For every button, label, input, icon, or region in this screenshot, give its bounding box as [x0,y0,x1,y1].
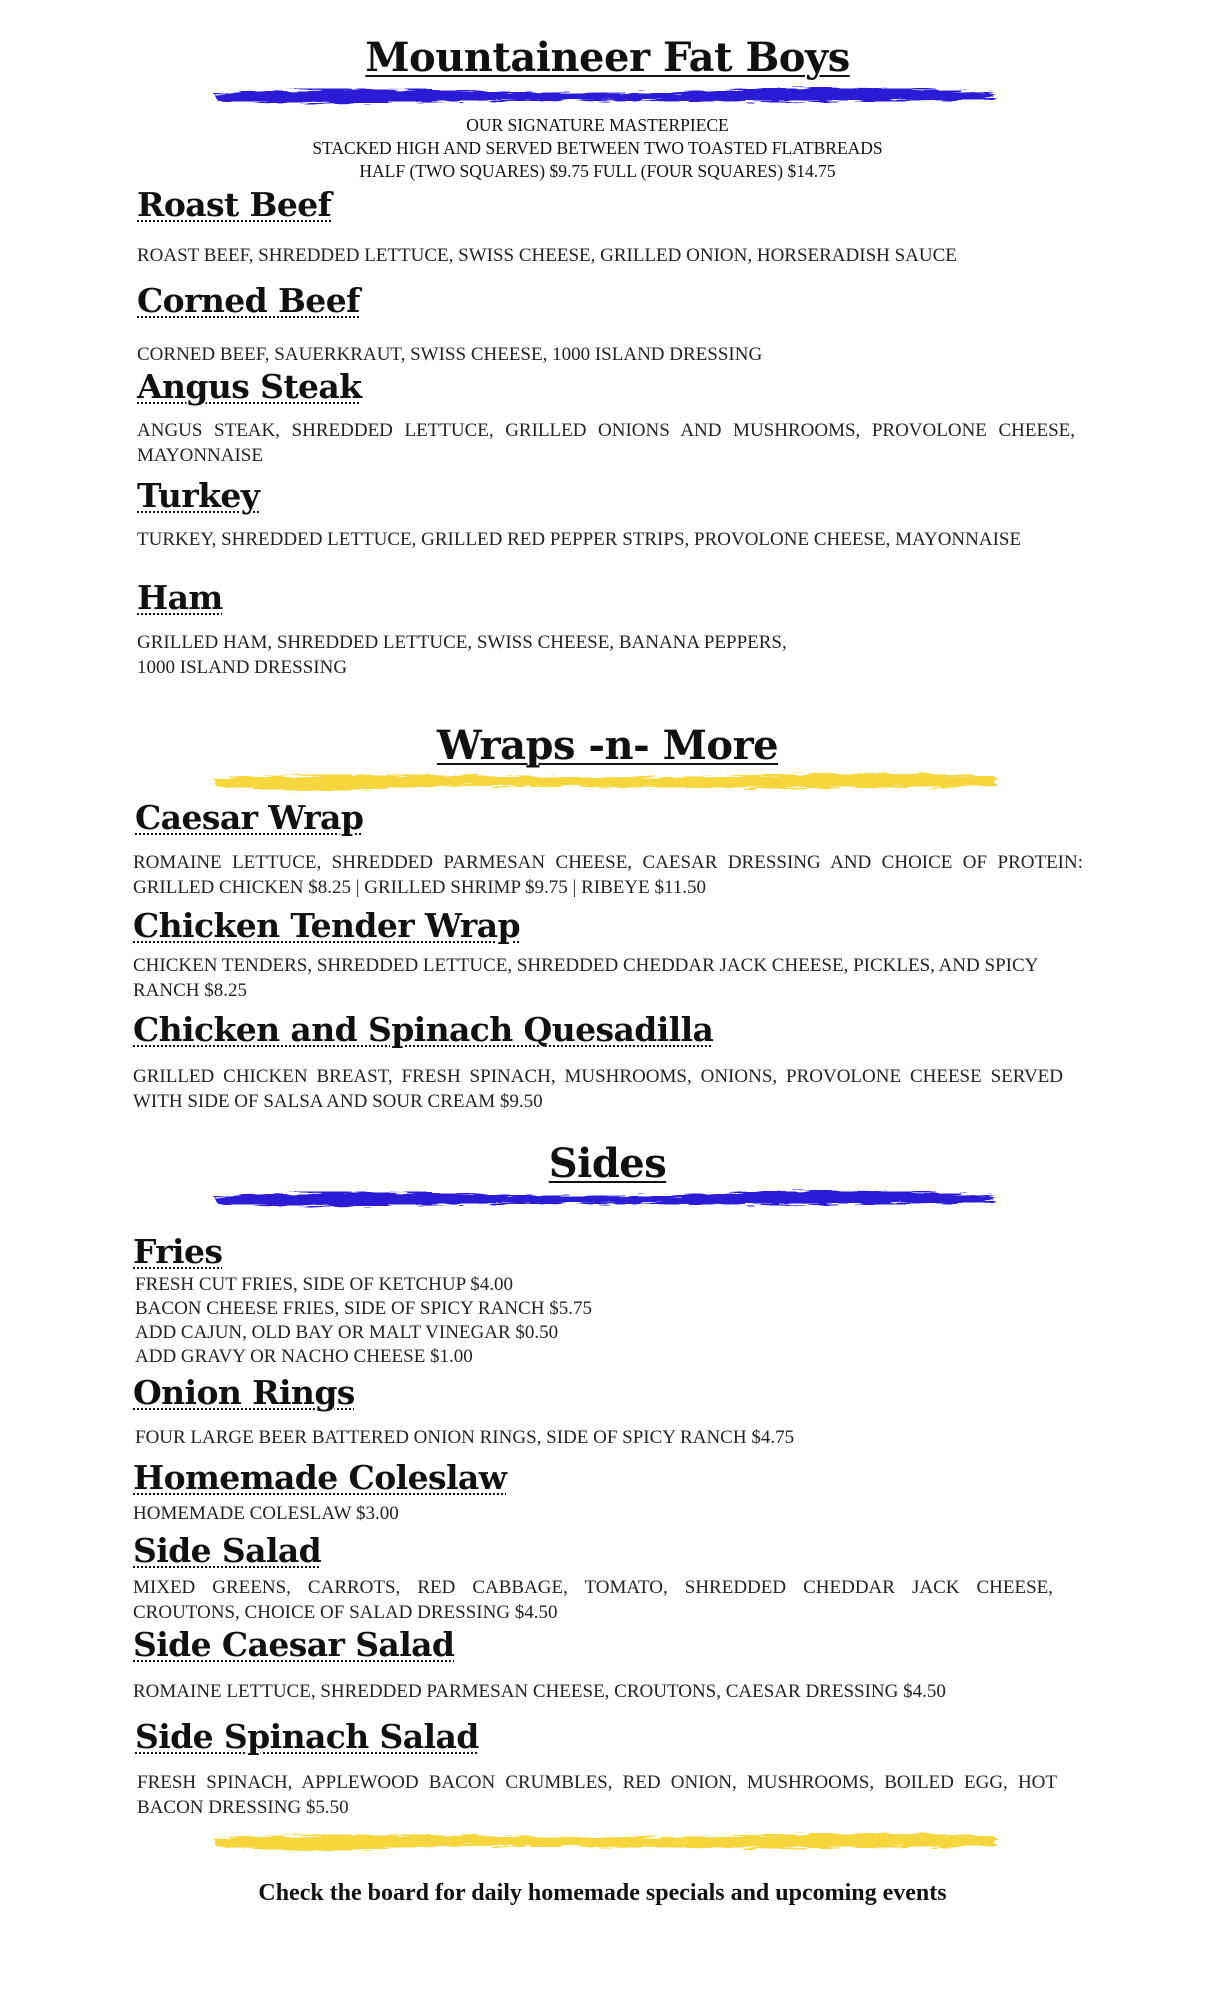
item-desc-angus-steak: ANGUS STEAK, SHREDDED LETTUCE, GRILLED ONIONS AND MUSHROOMS, PROVOLONE CHEESE, MAYONNAISE [137,420,1075,466]
intro-line: STACKED HIGH AND SERVED BETWEEN TWO TOASTED FLATBREADS [312,138,883,158]
blue-brush-divider [210,1185,1000,1211]
item-name-corned-beef: Corned Beef [137,281,360,320]
section-title-fat-boys: Mountaineer Fat Boys [365,34,850,81]
item-name-side-salad: Side Salad [133,1531,322,1570]
item-name-angus-steak: Angus Steak [137,367,362,406]
item-desc-onion-rings: FOUR LARGE BEER BATTERED ONION RINGS, SIDE OF SPICY RANCH $4.75 [135,1427,795,1448]
item-name-coleslaw: Homemade Coleslaw [133,1458,507,1497]
item-desc-turkey: TURKEY, SHREDDED LETTUCE, GRILLED RED PEPPER STRIPS, PROVOLONE CHEESE, MAYONNAISE [137,529,1022,550]
footer-note: Check the board for daily homemade specials and upcoming events [258,1880,947,1906]
item-desc-coleslaw: HOMEMADE COLESLAW $3.00 [133,1503,399,1524]
fat-boys-intro [0,114,1195,183]
item-name-side-spinach-salad: Side Spinach Salad [135,1717,479,1756]
item-desc-roast-beef: ROAST BEEF, SHREDDED LETTUCE, SWISS CHEESE, GRILLED ONION, HORSERADISH SAUCE [137,245,957,266]
item-name-chicken-tender-wrap: Chicken Tender Wrap [133,906,520,945]
item-name-roast-beef: Roast Beef [137,185,332,224]
item-name-onion-rings: Onion Rings [133,1373,355,1412]
intro-line: HALF (TWO SQUARES) $9.75 FULL (FOUR SQUARES) $14.75 [359,161,836,181]
item-desc-side-caesar-salad: ROMAINE LETTUCE, SHREDDED PARMESAN CHEESE, CROUTONS, CAESAR DRESSING $4.50 [133,1681,946,1702]
intro-line: OUR SIGNATURE MASTERPIECE [466,115,729,135]
blue-brush-divider [210,82,1000,108]
item-name-quesadilla: Chicken and Spinach Quesadilla [133,1010,714,1049]
item-desc-chicken-tender-wrap: CHICKEN TENDERS, SHREDDED LETTUCE, SHREDDED CHEDDAR JACK CHEESE, PICKLES, AND SPICY RANCH $8.25 [133,955,1038,1001]
item-desc-caesar-wrap: ROMAINE LETTUCE, SHREDDED PARMESAN CHEESE, CAESAR DRESSING AND CHOICE OF PROTEIN: GRILLED CHICKEN $8.25 | GRILLED SHRIMP $9.75 | RIBEYE $11.50 [133,852,1083,898]
item-name-turkey: Turkey [137,476,260,515]
yellow-brush-divider [210,768,1000,794]
section-title-sides: Sides [548,1140,667,1187]
item-desc-fries: FRESH CUT FRIES, SIDE OF KETCHUP $4.00 BACON CHEESE FRIES, SIDE OF SPICY RANCH $5.75 ADD CAJUN, OLD BAY OR MALT VINEGAR $0.50 ADD GRAVY OR NACHO CHEESE $1.00 [135,1274,592,1367]
item-desc-ham: GRILLED HAM, SHREDDED LETTUCE, SWISS CHEESE, BANANA PEPPERS, 1000 ISLAND DRESSING [137,632,787,678]
section-title-wraps: Wraps -n- More [436,722,779,769]
item-desc-corned-beef: CORNED BEEF, SAUERKRAUT, SWISS CHEESE, 1000 ISLAND DRESSING [137,344,763,365]
item-name-caesar-wrap: Caesar Wrap [135,798,364,837]
item-name-ham: Ham [137,578,223,617]
item-desc-side-salad: MIXED GREENS, CARROTS, RED CABBAGE, TOMATO, SHREDDED CHEDDAR JACK CHEESE, CROUTONS, CHOICE OF SALAD DRESSING $4.50 [133,1577,1053,1623]
item-desc-side-spinach-salad: FRESH SPINACH, APPLEWOOD BACON CRUMBLES, RED ONION, MUSHROOMS, BOILED EGG, HOT BACON DRESSING $5.50 [137,1772,1057,1818]
item-desc-quesadilla: GRILLED CHICKEN BREAST, FRESH SPINACH, MUSHROOMS, ONIONS, PROVOLONE CHEESE SERVED WITH SIDE OF SALSA AND SOUR CREAM $9.50 [133,1066,1063,1112]
item-name-side-caesar-salad: Side Caesar Salad [133,1625,455,1664]
item-name-fries: Fries [133,1232,223,1271]
yellow-brush-divider [210,1828,1000,1854]
